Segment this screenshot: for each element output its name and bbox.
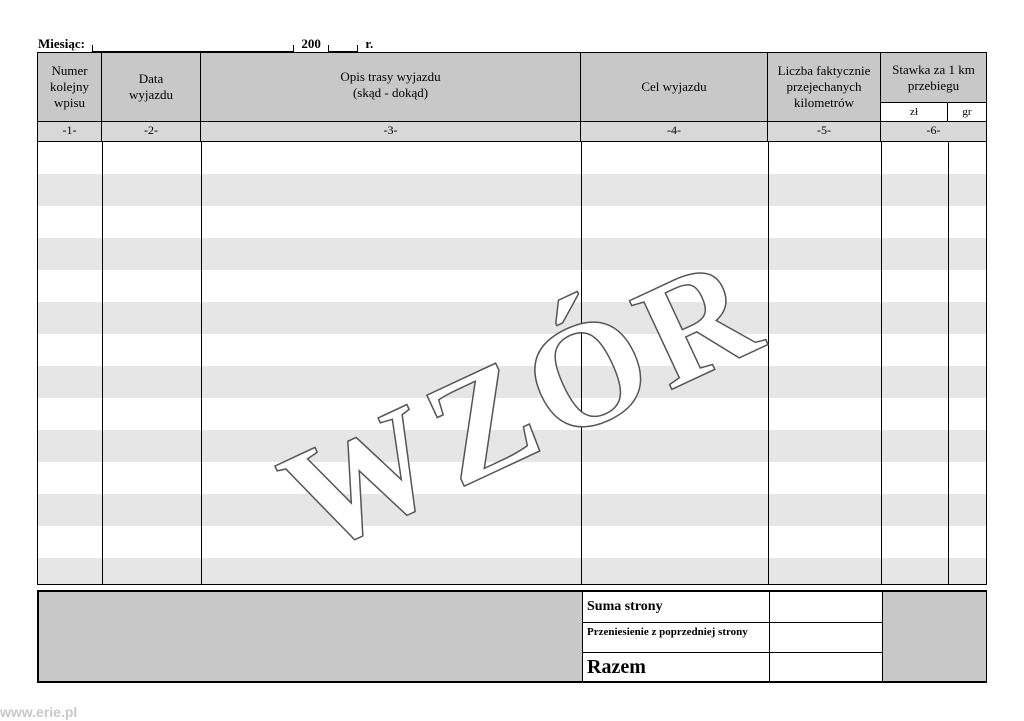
col-number-3: -3- bbox=[200, 121, 581, 142]
year-prefix: 200 bbox=[301, 36, 321, 51]
site-url: www.erie.pl bbox=[0, 704, 78, 720]
year-blank[interactable] bbox=[328, 45, 358, 52]
header-col-date: Data wyjazdu bbox=[101, 52, 201, 122]
col-number-5: -5- bbox=[767, 121, 881, 142]
col-number-1: -1- bbox=[37, 121, 102, 142]
carry-over-value[interactable] bbox=[769, 623, 882, 653]
col-number-6: -6- bbox=[880, 121, 987, 142]
summary-blank-area bbox=[39, 592, 582, 681]
sum-page-value[interactable] bbox=[769, 592, 882, 623]
watermark: WZÓR bbox=[258, 221, 789, 586]
summary-gray-right bbox=[882, 592, 986, 681]
header-col-entry-number: Numer kolejny wpisu bbox=[37, 52, 102, 122]
column-divider bbox=[201, 142, 202, 584]
column-divider bbox=[948, 142, 949, 584]
month-blank[interactable] bbox=[92, 45, 294, 52]
carry-over-label: Przeniesienie z poprzedniej strony bbox=[582, 623, 769, 653]
header-month-line bbox=[38, 36, 373, 50]
col-number-4: -4- bbox=[580, 121, 768, 142]
header-col-km: Liczba faktycznie przejechanych kilometrów bbox=[767, 52, 881, 122]
col-number-2: -2- bbox=[101, 121, 201, 142]
sum-page-label: Suma strony bbox=[582, 592, 769, 623]
month-label: Miesiąc: bbox=[38, 36, 85, 51]
header-sub-zl: zł bbox=[880, 102, 948, 122]
summary-section bbox=[37, 590, 987, 683]
header-sub-gr: gr bbox=[947, 102, 987, 122]
header-col-rate: Stawka za 1 km przebiegu bbox=[880, 52, 987, 103]
column-divider bbox=[102, 142, 103, 584]
year-suffix: r. bbox=[365, 36, 374, 51]
total-label: Razem bbox=[582, 653, 769, 681]
total-value[interactable] bbox=[769, 653, 882, 681]
header-col-route: Opis trasy wyjazdu (skąd - dokąd) bbox=[200, 52, 581, 122]
column-divider bbox=[881, 142, 882, 584]
header-col-purpose: Cel wyjazdu bbox=[580, 52, 768, 122]
